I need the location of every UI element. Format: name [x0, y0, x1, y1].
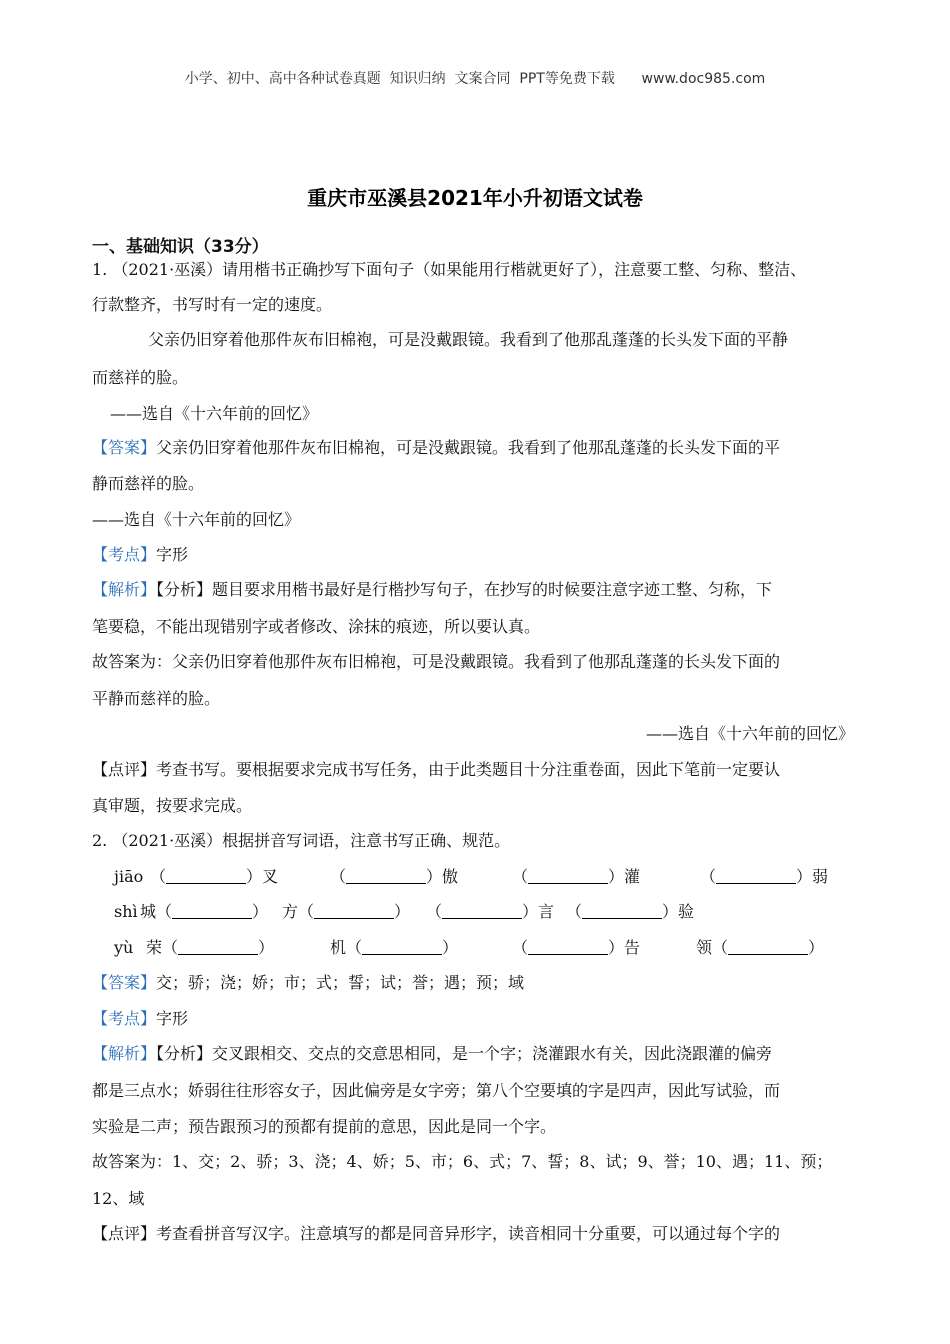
q2-analysis-line1: 【解析】【分析】交叉跟相交、交点的交意思相同，是一个字；浇灌跟水有关，因此浇跟灌的偏旁	[92, 1044, 773, 1063]
q1-answer-line2: 静而慈祥的脸。	[92, 474, 205, 493]
q1-prompt-line2: 行款整齐，书写时有一定的速度。	[92, 295, 333, 314]
point-tag: 【考点】	[92, 1009, 157, 1028]
answer-tag: 【答案】	[92, 438, 157, 457]
page-title: 重庆市巫溪县2021年小升初语文试卷	[307, 186, 643, 210]
analysis-tag: 【解析】	[92, 1044, 157, 1063]
pinyin-jiao: jiāo	[114, 867, 144, 886]
q2-prompt: 2. （2021·巫溪）根据拼音写词语，注意书写正确、规范。	[92, 831, 511, 850]
q2-analysis-line3: 实验是二声；预告跟预习的预都有提前的意思，因此是同一个字。	[92, 1117, 557, 1136]
pinyin-shi: shì	[114, 902, 138, 921]
section-heading: 一、基础知识（33分）	[92, 237, 269, 257]
blank-3[interactable]: （ ）灌	[512, 867, 641, 886]
q1-analysis-line4: 平静而慈祥的脸。	[92, 689, 221, 708]
blank-10[interactable]: 机（ ）	[330, 938, 459, 957]
page-header: 小学、初中、高中各种试卷真题 知识归纳 文案合同 PPT等免费下载 www.doc985.com	[184, 71, 766, 87]
point-tag: 【考点】	[92, 545, 157, 564]
analysis-tag: 【解析】	[92, 580, 157, 599]
q1-analysis-source: ——选自《十六年前的回忆》	[645, 724, 854, 743]
q2-analysis-line4: 故答案为：1、交；2、骄；3、浇；4、娇；5、市；6、式；7、誓；8、试；9、誉；10、遇；11、预；	[92, 1152, 833, 1171]
q1-analysis-line3: 故答案为：父亲仍旧穿着他那件灰布旧棉袍，可是没戴跟镜。我看到了他那乱蓬蓬的长头发下面的	[92, 652, 781, 671]
q1-comment-line1: 【点评】考查书写。要根据要求完成书写任务，由于此类题目十分注重卷面，因此下笔前一定要认	[92, 760, 781, 779]
blank-4[interactable]: （ ）弱	[700, 867, 829, 886]
q2-comment-line1: 【点评】考查看拼音写汉字。注意填写的都是同音异形字，读音相同十分重要，可以通过每个字的	[92, 1224, 781, 1243]
q1-point: 【考点】字形	[92, 545, 189, 564]
q2-analysis-line5: 12、域	[92, 1189, 145, 1208]
blank-9[interactable]: 荣（ ）	[146, 938, 275, 957]
q1-passage-line1: 父亲仍旧穿着他那件灰布旧棉袍，可是没戴跟镜。我看到了他那乱蓬蓬的长头发下面的平静	[148, 330, 789, 349]
q1-source: ——选自《十六年前的回忆》	[110, 404, 319, 423]
comment-tag: 【点评】	[92, 1224, 157, 1243]
blank-2[interactable]: （ ）傲	[330, 867, 459, 886]
answer-tag: 【答案】	[92, 973, 157, 992]
q1-analysis-line2: 笔要稳，不能出现错别字或者修改、涂抹的痕迹，所以要认真。	[92, 617, 541, 636]
q1-prompt-line1: 1. （2021·巫溪）请用楷书正确抄写下面句子（如果能用行楷就更好了），注意要工整、匀称、整洁、	[92, 260, 807, 279]
pinyin-yu: yù	[114, 938, 134, 957]
blank-7[interactable]: （ ）言	[426, 902, 555, 921]
q1-analysis-line1: 【解析】【分析】题目要求用楷书最好是行楷抄写句子，在抄写的时候要注意字迹工整、匀称，下	[92, 580, 773, 599]
blank-12[interactable]: 领（ ）	[696, 938, 825, 957]
blank-5[interactable]: 城（ ）	[140, 902, 269, 921]
q2-answer: 【答案】交；骄；浇；娇；市；式；誓；试；誉；遇；预；域	[92, 973, 525, 992]
q2-point: 【考点】字形	[92, 1009, 189, 1028]
blank-8[interactable]: （ ）验	[566, 902, 695, 921]
blank-6[interactable]: 方（ ）	[282, 902, 411, 921]
blank-11[interactable]: （ ）告	[512, 938, 641, 957]
blank-1[interactable]: （ ）叉	[150, 867, 279, 886]
q1-answer-line3: ——选自《十六年前的回忆》	[92, 510, 301, 529]
q1-passage-line2: 而慈祥的脸。	[92, 368, 189, 387]
q1-answer-line1: 【答案】父亲仍旧穿着他那件灰布旧棉袍，可是没戴跟镜。我看到了他那乱蓬蓬的长头发下面的平	[92, 438, 781, 457]
q1-comment-line2: 真审题，按要求完成。	[92, 796, 253, 815]
q2-analysis-line2: 都是三点水；娇弱往往形容女子，因此偏旁是女字旁；第八个空要填的字是四声，因此写试验，而	[92, 1081, 781, 1100]
